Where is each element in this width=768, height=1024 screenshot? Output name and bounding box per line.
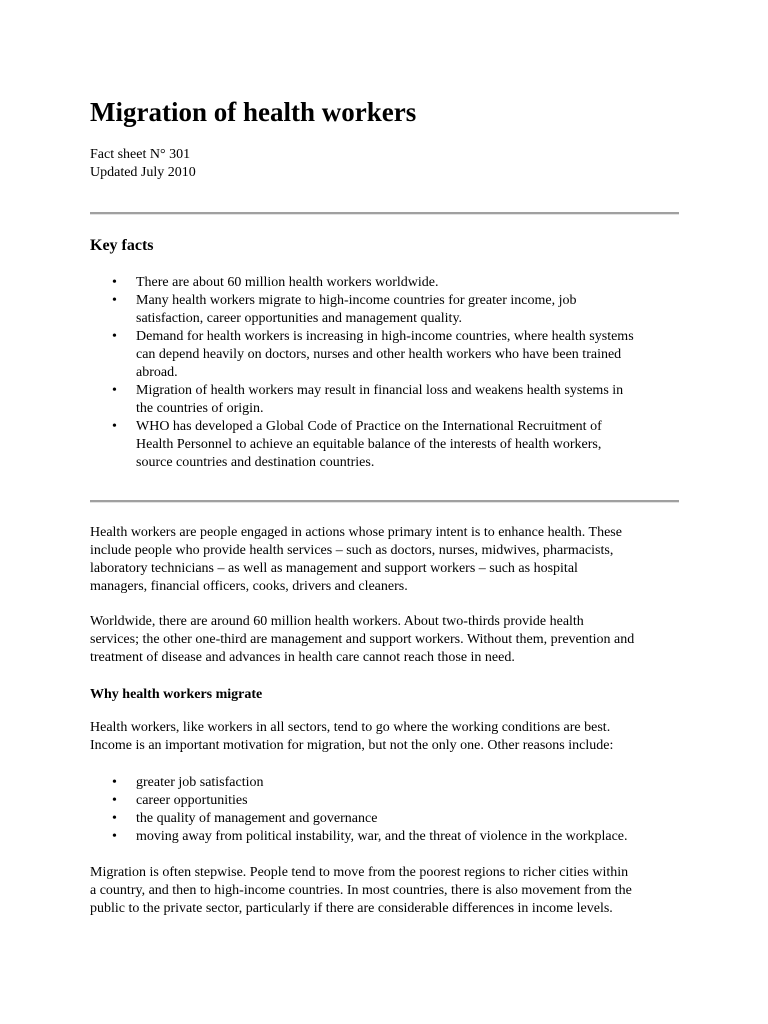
bullet-icon: • bbox=[112, 811, 117, 826]
list-item bbox=[90, 810, 650, 828]
body-paragraph bbox=[90, 524, 680, 596]
paragraph-line: Worldwide, there are around 60 million health workers. About two-thirds provide health bbox=[90, 614, 584, 629]
list-item-line: Many health workers migrate to high-income countries for greater income, job bbox=[136, 293, 577, 308]
paragraph-line: treatment of disease and advances in health care cannot reach those in need. bbox=[90, 650, 515, 665]
list-item bbox=[90, 418, 650, 472]
body-paragraph bbox=[90, 613, 680, 667]
paragraph-line: services; the other one-third are management and support workers. Without them, prevention and bbox=[90, 632, 635, 647]
horizontal-divider bbox=[90, 212, 679, 215]
reasons-list bbox=[90, 774, 650, 846]
paragraph-line: Migration is often stepwise. People tend to move from the poorest regions to richer cities within bbox=[90, 865, 629, 880]
paragraph-line: managers, financial officers, cooks, drivers and cleaners. bbox=[90, 579, 408, 594]
list-item-line: moving away from political instability, war, and the threat of violence in the workplace. bbox=[136, 829, 628, 844]
paragraph-line: Health workers are people engaged in actions whose primary intent is to enhance health. These bbox=[90, 525, 622, 540]
list-item-line: career opportunities bbox=[136, 793, 248, 808]
list-item bbox=[90, 382, 650, 418]
fact-sheet-number: Fact sheet N° 301 bbox=[90, 147, 191, 162]
horizontal-divider bbox=[90, 500, 679, 503]
paragraph-line: laboratory technicians – as well as management and support workers – such as hospital bbox=[90, 561, 578, 576]
key-facts-list bbox=[90, 274, 650, 472]
bullet-icon: • bbox=[112, 275, 117, 290]
list-item-line: source countries and destination countries. bbox=[136, 455, 375, 470]
body-paragraph bbox=[90, 719, 680, 755]
bullet-icon: • bbox=[112, 293, 117, 308]
list-item-line: Health Personnel to achieve an equitable balance of the interests of health workers, bbox=[136, 437, 602, 452]
list-item-line: the quality of management and governance bbox=[136, 811, 378, 826]
list-item bbox=[90, 828, 650, 846]
paragraph-line: Health workers, like workers in all sectors, tend to go where the working conditions are best. bbox=[90, 720, 611, 735]
paragraph-line: include people who provide health services – such as doctors, nurses, midwives, pharmacists, bbox=[90, 543, 614, 558]
page-title: Migration of health workers bbox=[90, 97, 417, 127]
list-item-line: the countries of origin. bbox=[136, 401, 264, 416]
list-item-line: Demand for health workers is increasing in high-income countries, where health systems bbox=[136, 329, 634, 344]
bullet-icon: • bbox=[112, 383, 117, 398]
bullet-icon: • bbox=[112, 329, 117, 344]
key-facts-heading: Key facts bbox=[90, 237, 154, 254]
paragraph-line: public to the private sector, particularly if there are considerable differences in income levels. bbox=[90, 901, 613, 916]
body-paragraph bbox=[90, 864, 680, 918]
list-item bbox=[90, 328, 650, 382]
document-meta bbox=[90, 146, 196, 182]
bullet-icon: • bbox=[112, 419, 117, 434]
list-item bbox=[90, 292, 650, 328]
bullet-icon: • bbox=[112, 829, 117, 844]
list-item bbox=[90, 774, 650, 792]
paragraph-line: Income is an important motivation for migration, but not the only one. Other reasons include: bbox=[90, 738, 614, 753]
list-item-line: WHO has developed a Global Code of Practice on the International Recruitment of bbox=[136, 419, 602, 434]
bullet-icon: • bbox=[112, 793, 117, 808]
list-item bbox=[90, 792, 650, 810]
list-item-line: abroad. bbox=[136, 365, 178, 380]
list-item-line: greater job satisfaction bbox=[136, 775, 264, 790]
list-item-line: can depend heavily on doctors, nurses and other health workers who have been trained bbox=[136, 347, 622, 362]
updated-date: Updated July 2010 bbox=[90, 165, 196, 180]
bullet-icon: • bbox=[112, 775, 117, 790]
list-item-line: There are about 60 million health workers worldwide. bbox=[136, 275, 439, 290]
list-item bbox=[90, 274, 650, 292]
list-item-line: satisfaction, career opportunities and management quality. bbox=[136, 311, 463, 326]
paragraph-line: a country, and then to high-income countries. In most countries, there is also movement from the bbox=[90, 883, 632, 898]
why-migrate-heading: Why health workers migrate bbox=[90, 687, 263, 702]
list-item-line: Migration of health workers may result in financial loss and weakens health systems in bbox=[136, 383, 624, 398]
